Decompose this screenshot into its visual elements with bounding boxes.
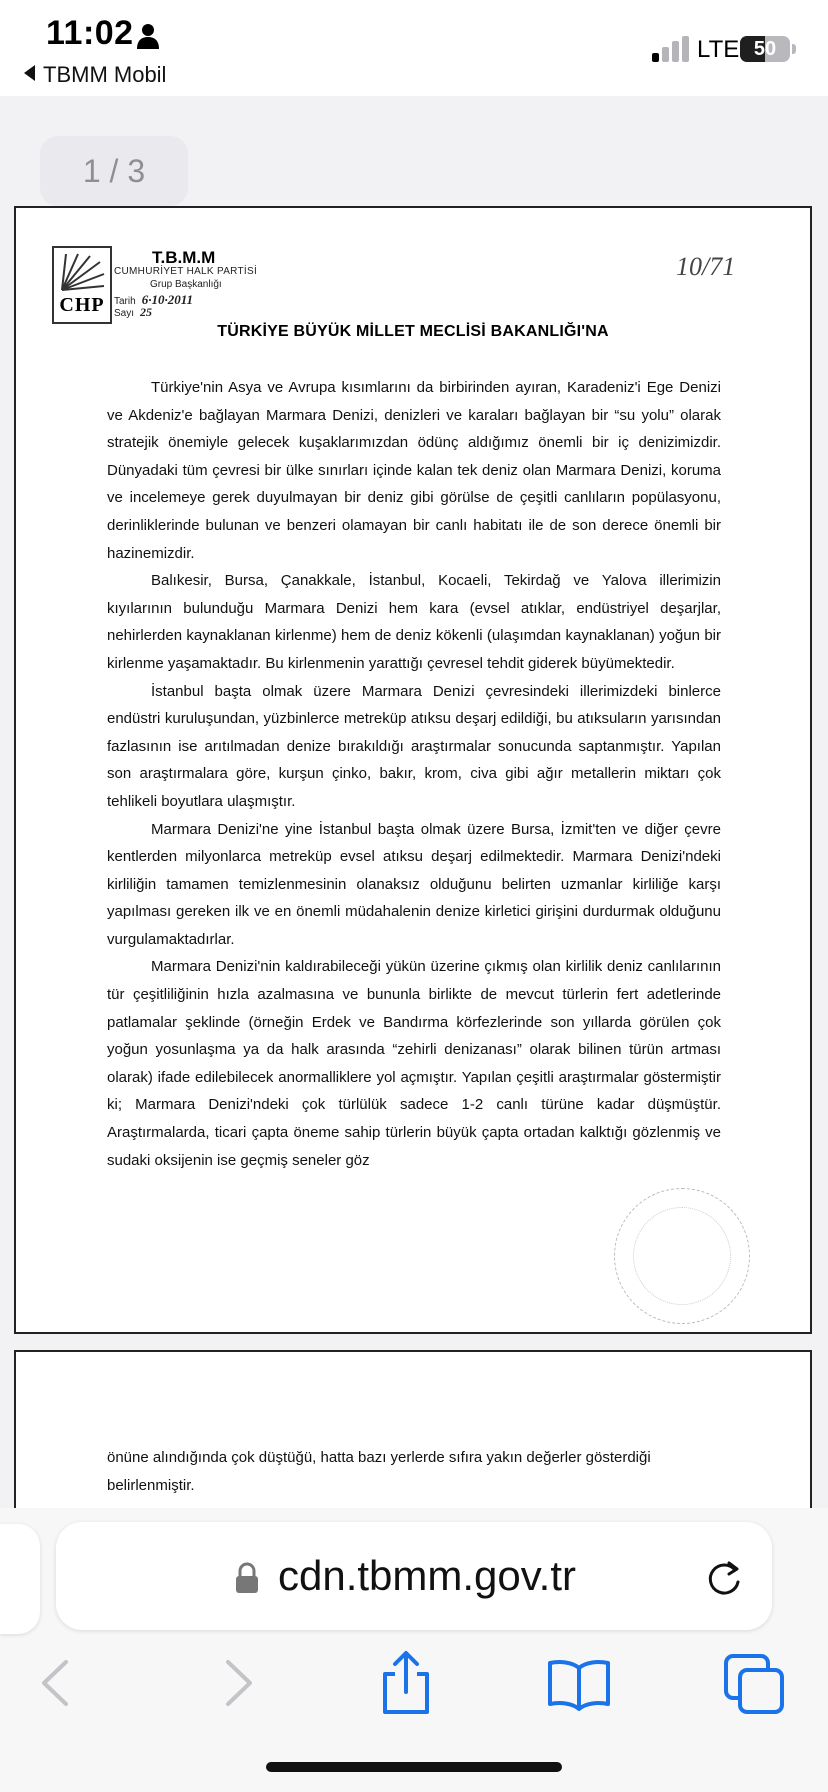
browser-toolbar bbox=[0, 1508, 828, 1792]
paragraph: Marmara Denizi'nin kaldırabileceği yükün üzerine çıkmış olan kirlilik deniz canlılarının tür çeşitliliğinin hızla azalmasına ve bununla birlikte de mevcut türlerin fert adetlerinde patlamalar şeklinde (örneğin Erdek ve Bandırma körfezlerinde son yıllarda görülen çok yoğun yosunlaşma ya da halk arasında “zehirli denizanası” olarak bilinen türün artması olarak) ifade edilebilecek anormalliklere yol açmıştır. Yapılan çeşitli araştırmalar göstermiştir ki; Marmara Denizi'ndeki çok türlülük sadece 1-2 canlı türüne kadar düşmüştür. Araştırmalarda, ticari çapta öneme sahip türlerin büyük çapta ortadan kalktığı gözlenmiş ve sudaki oksijenin ise geçmiş seneler göz bbox=[107, 958, 721, 1169]
header-group: Grup Başkanlığı bbox=[150, 279, 222, 290]
lock-icon bbox=[234, 1562, 260, 1594]
address-bar[interactable] bbox=[56, 1522, 772, 1630]
battery-level: 50 bbox=[753, 38, 777, 60]
back-triangle-icon bbox=[24, 65, 35, 81]
document-page-1[interactable] bbox=[16, 208, 810, 1332]
paragraph: İstanbul başta olmak üzere Marmara Denizi çevresindeki illerimizdeki binlerce endüstri kuruluşundan, yüzbinlerce metreküp atıksu deşarj edildiği, bu atıksuların yarısından fazlasının ise arıtılmadan denize bırakıldığı araştırmalar sonucunda saptanmıştır. Yapılan son araştırmalara göre, kurşun çinko, bakır, krom, civa gibi ağır metallerin miktarı çok tehlikeli boyutlara ulaşmıştır. bbox=[107, 682, 721, 810]
back-app-label: TBMM Mobil bbox=[43, 62, 167, 87]
header-org: T.B.M.M bbox=[152, 248, 216, 267]
paragraph: Marmara Denizi'ne yine İstanbul başta olmak üzere Bursa, İzmit'ten ve diğer çevre kentlerden milyonlarca metreküp evsel atıksu deşarj edilmektedir. Marmara Denizi'ndeki kirliliğin tamamen temizlenmesinin olanaksız olduğunu belirten uzmanlar kirliliğe karşı yapılması gereken ilk ve en önemli müdahalenin denize kirletici girişini durdurmak olduğunu vurgulamaktadırlar. bbox=[107, 820, 721, 948]
document-title: TÜRKİYE BÜYÜK MİLLET MECLİSİ BAKANLIĞI'NA bbox=[217, 323, 609, 340]
page-2-body bbox=[107, 1444, 721, 1499]
date-label: Tarih bbox=[114, 296, 136, 307]
cellular-signal-icon bbox=[652, 36, 692, 62]
paragraph: Türkiye'nin Asya ve Avrupa kısımlarını da birbirinden ayıran, Karadeniz'i Ege Denizi ve Akdeniz'e bağlayan Marmara Denizi, denizleri ve karaları bağlayan bir “su yolu” olarak stratejik önemiyle gelecek kuşaklarımızdan ödünç aldığımız önemli bir iç denizimizdir. Dünyadaki tüm çevresi bir ülke sınırları içinde kalan tek deniz olan Marmara Denizi, koruma ve incelemeye gerek duyulmayan bir deniz gibi görülse de çeşitli canlıların popülasyonu, derinliklerinde bulunan ve benzeri olamayan bir canlı habitatı ile de son derece önemli bir hazinemizdir. bbox=[107, 379, 721, 562]
status-bar bbox=[0, 0, 828, 96]
header-party: CUMHURİYET HALK PARTİSİ bbox=[114, 266, 258, 277]
network-type: LTE bbox=[697, 36, 740, 63]
page-counter: 1 / 3 bbox=[40, 136, 188, 206]
previous-tab-edge[interactable] bbox=[0, 1524, 40, 1634]
person-icon bbox=[136, 22, 160, 50]
tabs-icon[interactable] bbox=[720, 1648, 790, 1718]
seal-inner-ring bbox=[633, 1207, 731, 1305]
home-indicator[interactable] bbox=[266, 1762, 562, 1772]
chp-logo-text: CHP bbox=[59, 294, 105, 316]
chp-logo bbox=[52, 246, 112, 324]
reload-icon[interactable] bbox=[702, 1556, 746, 1600]
document-body bbox=[107, 374, 721, 1174]
bookmarks-icon[interactable] bbox=[544, 1648, 614, 1718]
back-to-app-link[interactable] bbox=[24, 62, 166, 88]
status-time: 11:02 bbox=[46, 14, 134, 52]
url-text: cdn.tbmm.gov.tr bbox=[278, 1552, 576, 1599]
paragraph: önüne alındığında çok düştüğü, hatta bazı yerlerde sıfıra yakın değerler gösterdiği belirlenmiştir. bbox=[107, 1449, 651, 1494]
number-value: 25 bbox=[140, 305, 153, 319]
battery-icon bbox=[740, 36, 790, 62]
date-value: 6·10·2011 bbox=[141, 292, 193, 307]
share-icon[interactable] bbox=[371, 1648, 441, 1718]
forward-icon[interactable] bbox=[202, 1648, 272, 1718]
document-number: 10/71 bbox=[676, 252, 736, 281]
number-label: Sayı bbox=[114, 308, 135, 319]
paragraph: Balıkesir, Bursa, Çanakkale, İstanbul, Kocaeli, Tekirdağ ve Yalova illerimizin kıyılarının bulunduğu Marmara Denizi hem kara (evsel atıklar, endüstriyel deşarjlar, nehirlerden kaynaklanan kirlenme) hem de deniz kökenli (ulaşımdan kaynaklanan) yoğun bir kirlenme yaşamaktadır. Bu kirlenmenin yarattığı çevresel tehdit giderek büyümektedir. bbox=[107, 572, 721, 672]
header-number bbox=[114, 305, 152, 320]
document-page-2[interactable] bbox=[16, 1352, 810, 1512]
battery-tip bbox=[792, 44, 796, 54]
chp-six-arrows-icon bbox=[58, 250, 106, 294]
back-icon[interactable] bbox=[22, 1648, 92, 1718]
official-seal bbox=[614, 1188, 750, 1324]
